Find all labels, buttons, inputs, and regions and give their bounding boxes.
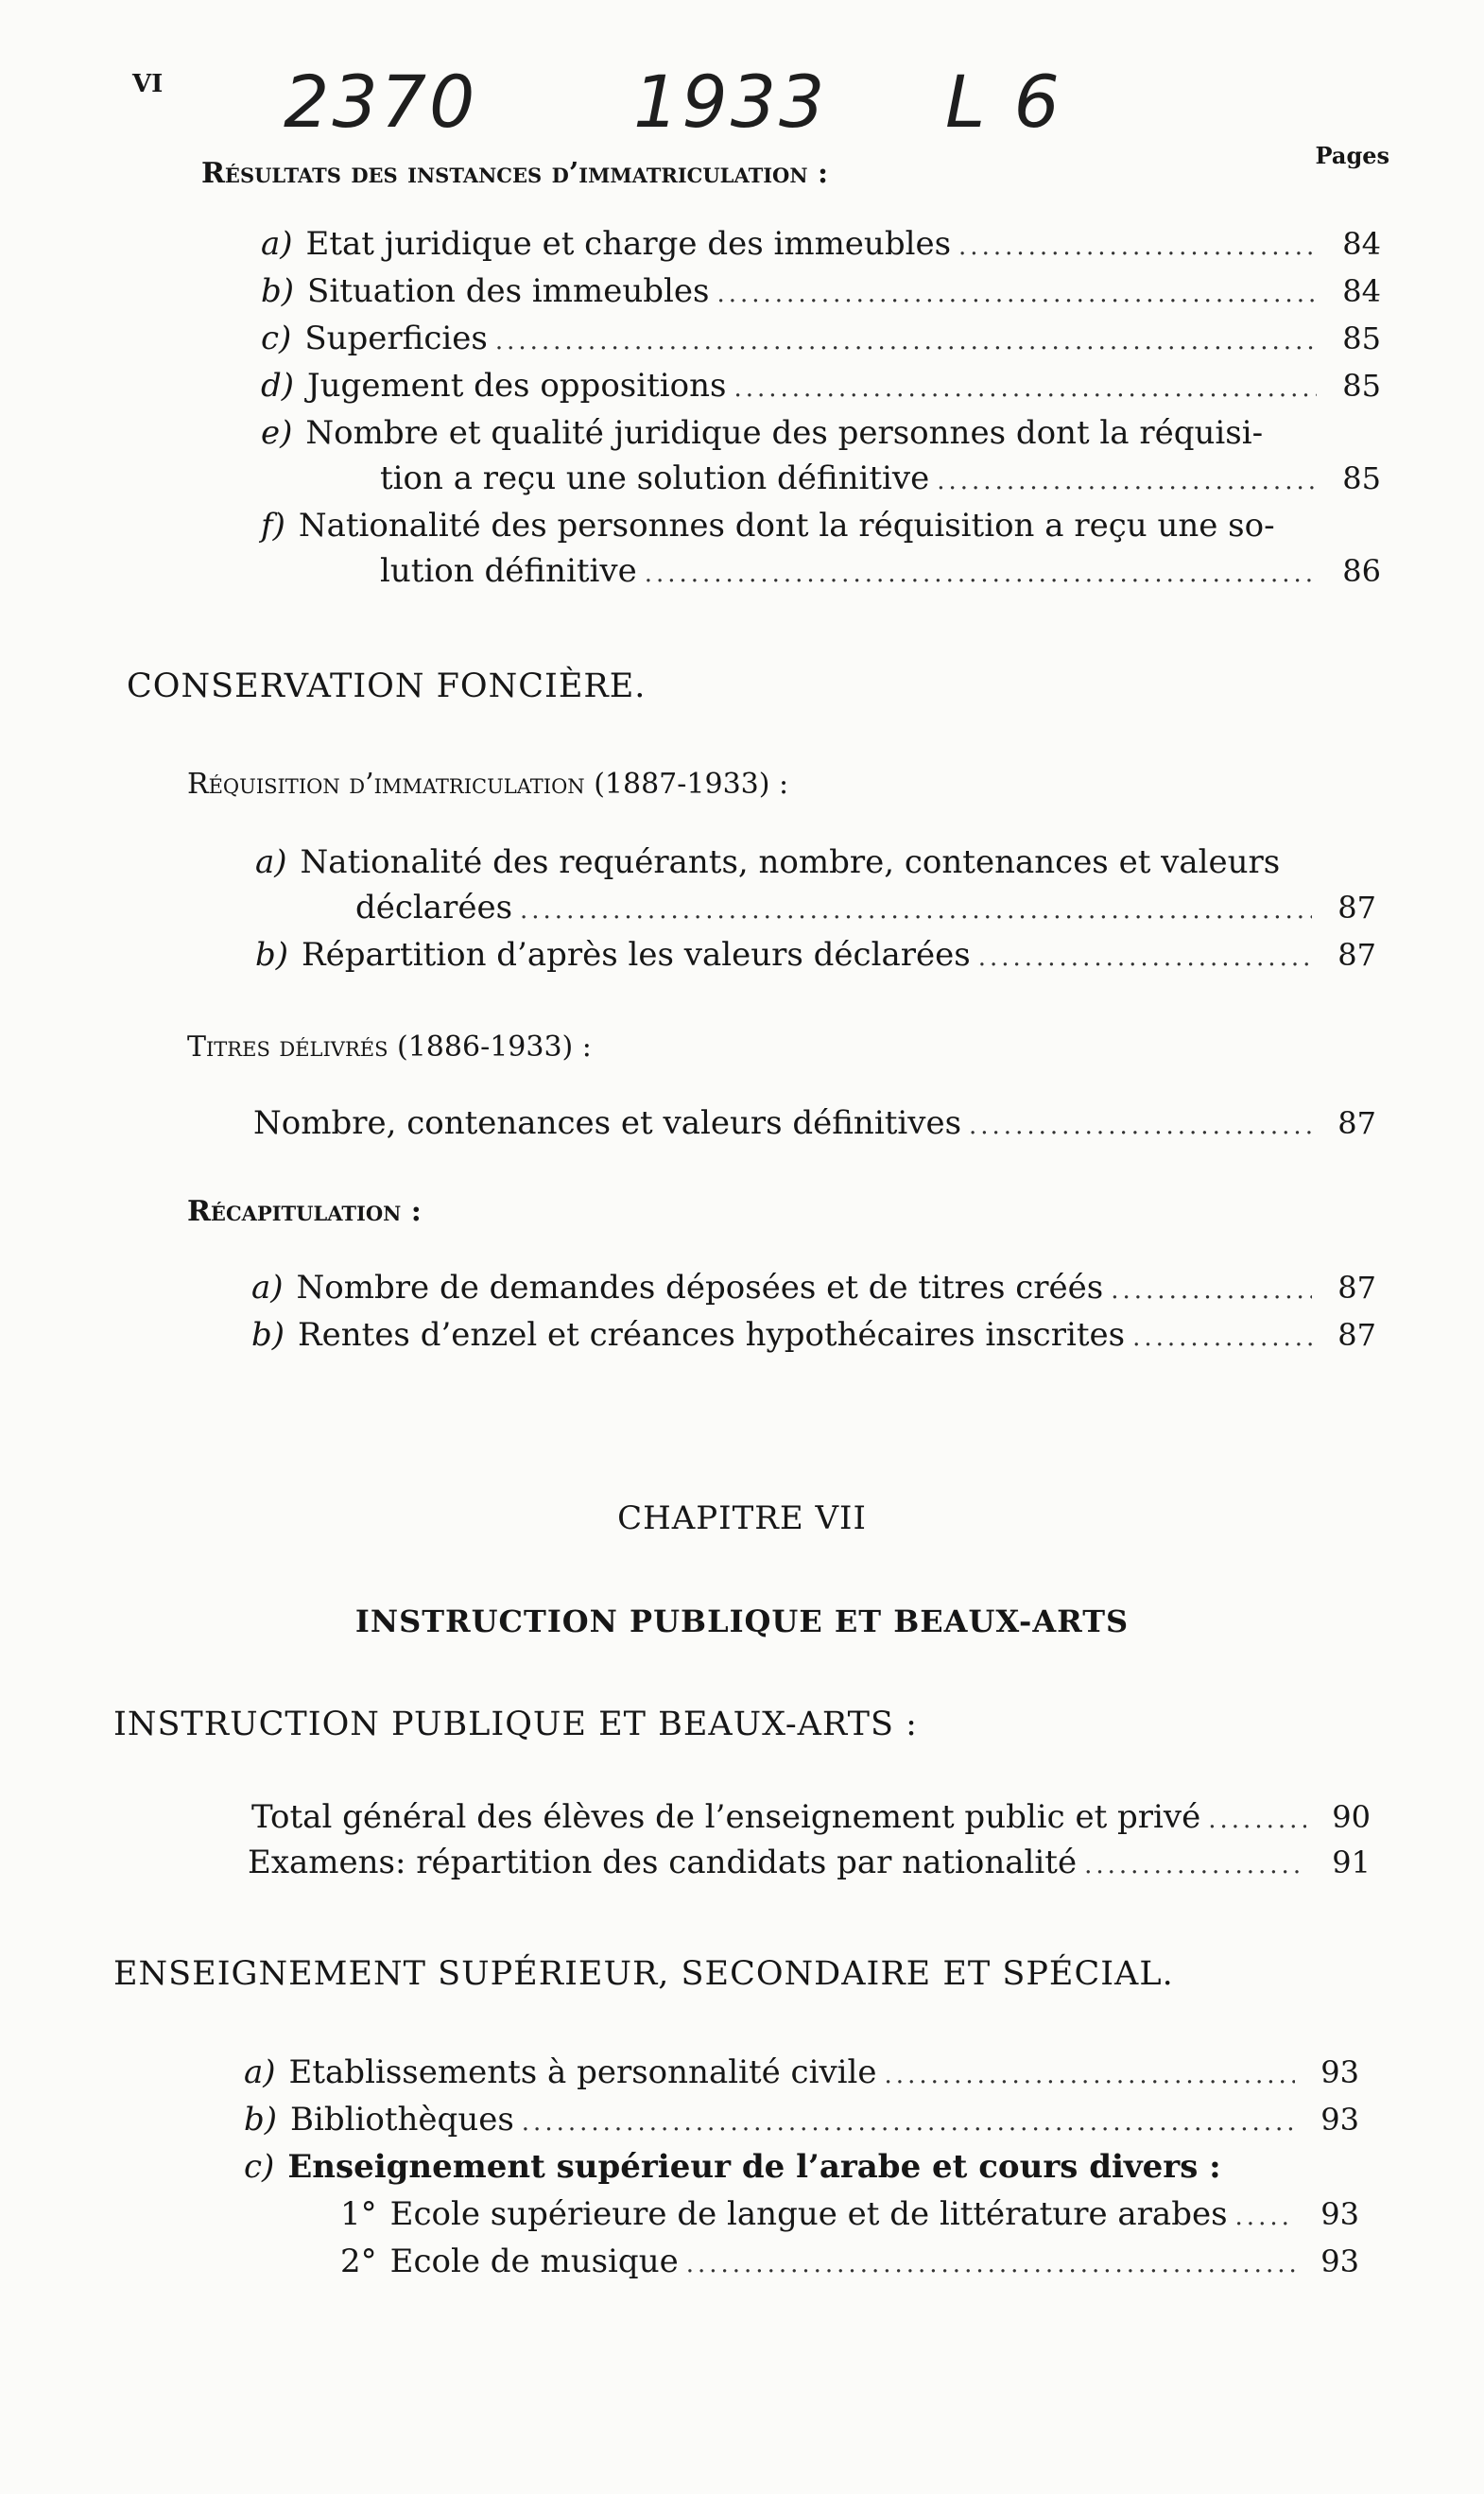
toc-entry: [261, 320, 1381, 357]
entry-page: 93: [1320, 2196, 1359, 2232]
toc-entry: [340, 2243, 1359, 2280]
entry-page: 85: [1342, 460, 1381, 496]
dot-leader: [937, 467, 1317, 495]
entry-label: a): [255, 843, 287, 881]
subsection-heading-requisition: Réquisition d’immatriculation (1887-1933) :: [187, 768, 789, 801]
entry-label: b): [255, 936, 289, 974]
entry-text: Nombre de demandes déposées et de titres créés: [296, 1269, 1104, 1307]
toc-entry: [251, 1798, 1371, 1836]
entry-label: e): [261, 414, 293, 452]
entry-text: Ecole de musique: [389, 2243, 679, 2280]
dot-leader: [1132, 1324, 1312, 1352]
entry-page: 90: [1332, 1799, 1371, 1835]
chapter-title: INSTRUCTION PUBLIQUE ET BEAUX-ARTS: [354, 1603, 1130, 1639]
entry-label: b): [244, 2101, 278, 2139]
entry-label: c): [244, 2148, 275, 2186]
toc-entry: [261, 272, 1381, 310]
dot-leader: [733, 374, 1317, 403]
page-number: VI: [132, 70, 164, 98]
entry-text: Ecole supérieure de langue et de littérature arabes: [389, 2195, 1228, 2233]
entry-text: Total général des élèves de l’enseignement public et privé: [251, 1798, 1201, 1836]
entry-text-line1: Nationalité des personnes dont la réquisition a reçu une so-: [298, 507, 1275, 545]
toc-entry-continuation: [380, 552, 1381, 590]
entry-page: 87: [1337, 890, 1376, 926]
toc-entry: [255, 936, 1376, 974]
toc-entry: [244, 2053, 1359, 2091]
entry-text: Superficies: [304, 320, 488, 357]
section-heading-instruction: INSTRUCTION PUBLIQUE ET BEAUX-ARTS :: [113, 1706, 918, 1743]
entry-page: 87: [1337, 1317, 1376, 1353]
dot-leader: [969, 1112, 1312, 1140]
entry-text-line2: déclarées: [355, 889, 513, 927]
section-heading-conservation: CONSERVATION FONCIÈRE.: [127, 667, 647, 705]
entry-label: b): [261, 272, 295, 310]
handwritten-note-number: 2370: [284, 60, 478, 144]
toc-entry: [261, 367, 1381, 405]
dot-leader: [495, 327, 1317, 355]
dot-leader: [522, 2108, 1295, 2137]
entry-text: Etat juridique et charge des immeubles: [305, 225, 952, 263]
toc-entry: [253, 1104, 1376, 1142]
entry-label: d): [261, 367, 295, 405]
entry-label: a): [261, 225, 293, 263]
entry-label: a): [244, 2053, 276, 2091]
section-heading-resultats: Résultats des instances d’immatriculation :: [201, 157, 829, 190]
entry-text: Nombre, contenances et valeurs définitives: [253, 1104, 962, 1142]
dot-leader: [686, 2250, 1295, 2278]
toc-entry: [340, 2195, 1359, 2233]
dot-leader: [1208, 1806, 1306, 1834]
entry-page: 84: [1342, 226, 1381, 262]
entry-text-line2: lution définitive: [380, 552, 637, 590]
entry-text: Jugement des oppositions: [307, 367, 727, 405]
toc-entry: [251, 1316, 1376, 1354]
entry-label: c): [261, 320, 292, 357]
section-heading-enseignement: ENSEIGNEMENT SUPÉRIEUR, SECONDAIRE ET SPÉCIAL.: [113, 1955, 1174, 1993]
dot-leader: [958, 233, 1317, 261]
entry-text-line1: Nombre et qualité juridique des personnes dont la réquisi-: [305, 414, 1264, 452]
toc-entry-multiline: [261, 414, 1263, 452]
dot-leader: [716, 280, 1317, 308]
entry-text: Examens: répartition des candidats par nationalité: [248, 1844, 1078, 1881]
entry-text-line1: Nationalité des requérants, nombre, contenances et valeurs: [300, 843, 1281, 881]
entry-label: b): [251, 1316, 285, 1354]
dot-leader: [978, 944, 1312, 972]
entry-label: a): [251, 1269, 284, 1307]
entry-text: Etablissements à personnalité civile: [288, 2053, 877, 2091]
toc-entry-multiline: [255, 843, 1280, 881]
toc-entry: [251, 1269, 1376, 1307]
entry-page: 84: [1342, 273, 1381, 309]
pages-column-label: Pages: [1315, 142, 1389, 169]
dot-leader: [1084, 1851, 1306, 1879]
entry-page: 85: [1342, 320, 1381, 356]
entry-text: Rentes d’enzel et créances hypothécaires inscrites: [298, 1316, 1126, 1354]
subsection-heading-titres: Titres délivrés (1886-1933) :: [187, 1031, 592, 1064]
entry-page: 93: [1320, 2243, 1359, 2279]
dot-leader: [645, 560, 1317, 588]
entry-page: 93: [1320, 2054, 1359, 2090]
entry-label: f): [261, 507, 285, 545]
entry-label: 1°: [340, 2195, 377, 2233]
handwritten-note-year: 1933: [633, 60, 828, 144]
dot-leader: [885, 2061, 1295, 2089]
entry-page: 87: [1337, 1105, 1376, 1141]
toc-entry-multiline: [261, 507, 1275, 545]
chapter-number: CHAPITRE VII: [617, 1499, 867, 1537]
toc-entry: [261, 225, 1381, 263]
entry-page: 85: [1342, 368, 1381, 404]
entry-page: 93: [1320, 2102, 1359, 2138]
dot-leader: [1111, 1276, 1312, 1305]
dot-leader: [1235, 2203, 1295, 2231]
entry-text: Situation des immeubles: [307, 272, 710, 310]
handwritten-note-code: L 6: [945, 60, 1062, 144]
entry-text-line2: tion a reçu une solution définitive: [380, 459, 930, 497]
entry-text: Enseignement supérieur de l’arabe et cours divers :: [287, 2148, 1221, 2186]
entry-page: 87: [1337, 937, 1376, 973]
toc-entry-continuation: [355, 889, 1376, 927]
entry-label: 2°: [340, 2243, 377, 2280]
entry-text: Répartition d’après les valeurs déclarées: [302, 936, 971, 974]
entry-page: 87: [1337, 1270, 1376, 1306]
dot-leader: [520, 896, 1312, 925]
toc-entry: [248, 1844, 1371, 1881]
entry-text: Bibliothèques: [290, 2101, 514, 2139]
entry-page: 86: [1342, 553, 1381, 589]
subsection-heading-recapitulation: Récapitulation :: [187, 1195, 422, 1228]
toc-entry-continuation: [380, 459, 1381, 497]
toc-entry-group: [244, 2148, 1221, 2186]
toc-entry: [244, 2101, 1359, 2139]
entry-page: 91: [1332, 1845, 1371, 1880]
